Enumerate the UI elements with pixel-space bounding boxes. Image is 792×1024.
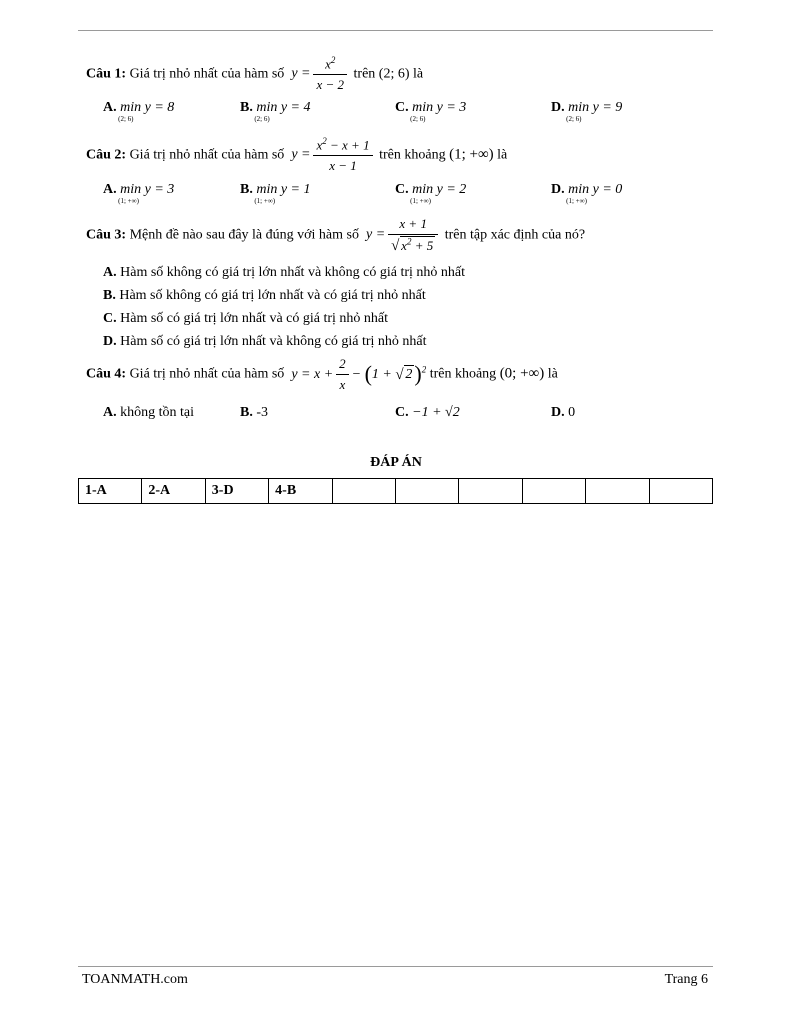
question-2-text-after: trên khoảng [379, 147, 446, 163]
option-letter: A. [103, 265, 117, 280]
option-letter: D. [551, 100, 565, 115]
question-1-label: Câu 1: [86, 66, 127, 82]
question-4-label: Câu 4: [86, 366, 127, 382]
option-letter: A. [103, 100, 117, 115]
option-value: y = 9 [592, 100, 623, 115]
option-letter: A. [103, 182, 117, 197]
option-value: y = 4 [280, 100, 311, 115]
question-2-interval: (1; +∞) [449, 146, 494, 163]
q1-option-a: A. min (2; 6) y = 8 [103, 100, 175, 123]
option-value: y = 3 [144, 182, 175, 197]
answer-cell: 4-B [269, 479, 332, 504]
answer-row [79, 479, 713, 504]
q2-option-b: B. min (1; +∞) y = 1 [240, 182, 311, 205]
q3-option-a [103, 265, 465, 281]
answer-cell [522, 479, 585, 504]
option-text: -3 [256, 405, 269, 420]
q3-option-b [103, 288, 426, 304]
min-subscript: (2; 6) [254, 115, 270, 123]
option-value: y = 2 [436, 182, 467, 197]
answer-table [78, 478, 713, 504]
option-text: Hàm số không có giá trị lớn nhất và không có giá trị nhỏ nhất [120, 265, 466, 280]
option-text: Hàm số có giá trị lớn nhất và không có giá trị nhỏ nhất [120, 334, 427, 349]
option-letter: D. [103, 334, 117, 349]
option-text: không tồn tại [120, 405, 195, 420]
q4-option-d [551, 405, 575, 421]
question-1-formula: y = $\frac{x^2}{x - 2}$ [288, 66, 350, 81]
footer-site: TOANMATH.com [82, 972, 188, 987]
q1-option-d: D. min (2; 6) y = 9 [551, 100, 623, 123]
footer-page-number: Trang 6 [664, 972, 708, 987]
question-3-label: Câu 3: [86, 227, 127, 243]
question-4-formula: y = x + $\frac{2}{x}$ − (1 + √ 2)$^2$ [287, 356, 427, 392]
footer-rule [78, 966, 713, 967]
option-letter: B. [240, 100, 253, 115]
question-3-text: Mệnh đề nào sau đây là đúng với hàm số [129, 227, 359, 243]
q4-option-b [240, 405, 268, 421]
option-letter: C. [395, 182, 409, 197]
min-subscript: (1; +∞) [566, 197, 587, 205]
min-subscript: (2; 6) [118, 115, 134, 123]
question-1-text-after: trên (2; 6) là [353, 66, 424, 82]
q2-option-d: D. min (1; +∞) y = 0 [551, 182, 623, 205]
question-4 [86, 356, 558, 393]
option-letter: D. [551, 405, 565, 420]
question-2-formula: y = $\frac{x^2 - x + 1}{x - 1}$ [288, 147, 376, 162]
q4-option-a [103, 405, 194, 421]
q2-option-a: A. min (1; +∞) y = 3 [103, 182, 175, 205]
option-letter: B. [240, 405, 253, 420]
q1-option-b: B. min (2; 6) y = 4 [240, 100, 311, 123]
question-4-text: Giá trị nhỏ nhất của hàm số [129, 366, 285, 382]
question-2-text: Giá trị nhỏ nhất của hàm số [129, 147, 285, 163]
min-subscript: (1; +∞) [254, 197, 276, 205]
min-subscript: (1; +∞) [118, 197, 139, 205]
option-text: Hàm số có giá trị lớn nhất và có giá trị nhỏ nhất [120, 311, 389, 326]
q4-option-c [395, 405, 460, 421]
option-value: y = 0 [592, 182, 623, 197]
question-4-text-end: là [547, 366, 558, 382]
answer-cell [586, 479, 649, 504]
answer-cell [649, 479, 712, 504]
question-3-formula: y = x + 1 √ $x^2 + 5$ [362, 227, 441, 242]
option-value: y = 1 [280, 182, 311, 197]
question-2-text-end: là [497, 147, 508, 163]
min-subscript: (1; +∞) [410, 197, 431, 205]
q1-option-c: C. min (2; 6) y = 3 [395, 100, 467, 123]
option-letter: D. [551, 182, 565, 197]
answer-cell: 2-A [142, 479, 205, 504]
q3-option-d [103, 334, 427, 350]
question-2-label: Câu 2: [86, 147, 127, 163]
q2-option-c: C. min (1; +∞) y = 2 [395, 182, 467, 205]
question-3-text-after: trên tập xác định của nó? [444, 227, 586, 243]
question-4-text-after: trên khoảng [429, 366, 497, 382]
option-text: 0 [568, 405, 576, 420]
min-subscript: (2; 6) [410, 115, 426, 123]
option-letter: C. [103, 311, 117, 326]
question-1 [86, 55, 423, 93]
min-subscript: (2; 6) [566, 115, 582, 123]
option-value: y = 3 [436, 100, 467, 115]
question-3 [86, 216, 585, 254]
option-letter: B. [240, 182, 253, 197]
header-rule [78, 30, 713, 31]
question-2 [86, 136, 507, 174]
answer-cell: 3-D [205, 479, 268, 504]
answer-cell [395, 479, 458, 504]
option-value: y = 8 [144, 100, 175, 115]
answer-cell [459, 479, 522, 504]
option-letter: B. [103, 288, 116, 303]
option-letter: C. [395, 100, 409, 115]
answer-cell: 1-A [79, 479, 142, 504]
question-4-interval: (0; +∞) [499, 365, 545, 382]
answer-title: ĐÁP ÁN [370, 455, 422, 470]
option-text: Hàm số không có giá trị lớn nhất và có giá trị nhỏ nhất [119, 288, 426, 303]
question-1-text: Giá trị nhỏ nhất của hàm số [129, 66, 285, 82]
q3-option-c [103, 311, 388, 327]
option-letter: A. [103, 405, 117, 420]
option-letter: C. [395, 405, 409, 420]
answer-cell [332, 479, 395, 504]
option-text: −1 + √2 [412, 405, 460, 420]
